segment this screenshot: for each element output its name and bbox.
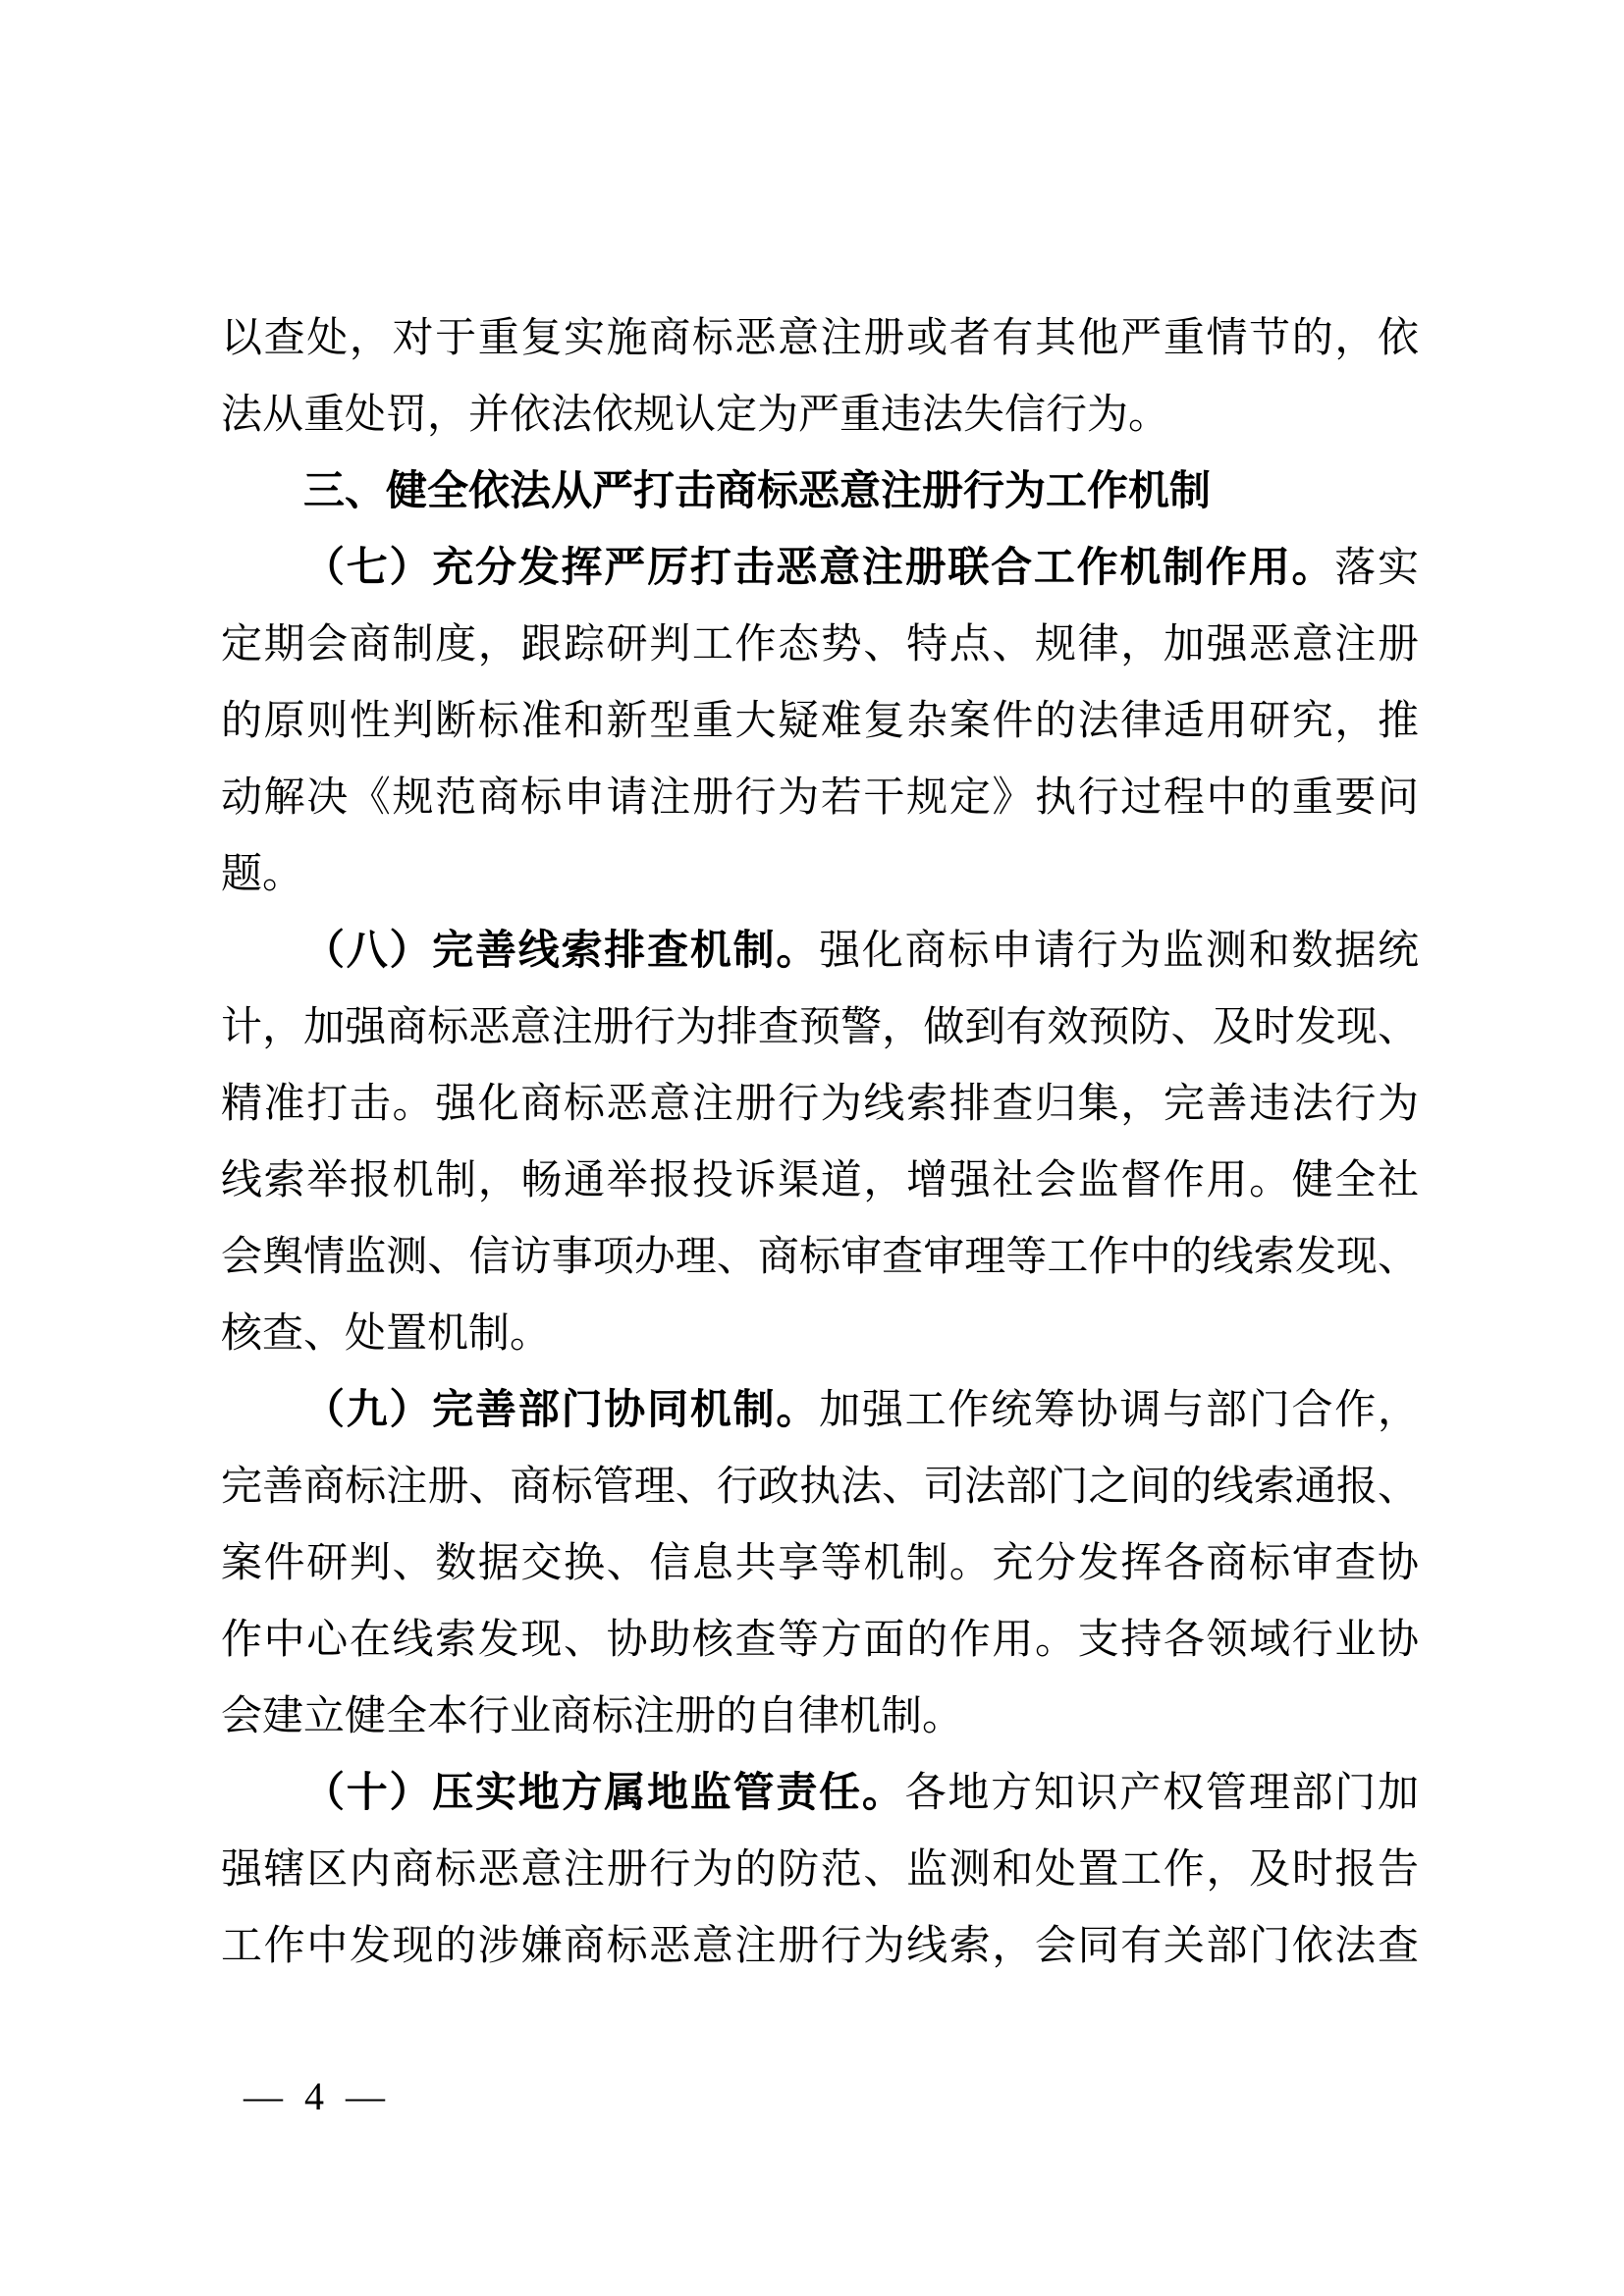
text-segment: 线索举报机制，畅通举报投诉渠道，增强社会监督作用。健全社 [221, 1158, 1419, 1203]
text-segment: 强辖区内商标恶意注册行为的防范、监测和处置工作，及时报告 [221, 1847, 1419, 1893]
text-segment: 各地方知识产权管理部门加 [904, 1771, 1419, 1816]
text-segment: 计，加强商标恶意注册行为排查预警，做到有效预防、及时发现、 [221, 1005, 1419, 1050]
text-segment: 完善商标注册、商标管理、行政执法、司法部门之间的线索通报、 [221, 1465, 1419, 1510]
text-segment: 强化商标申请行为监测和数据统 [819, 929, 1419, 974]
text-segment: 加强工作统筹协调与部门合作， [819, 1388, 1419, 1433]
section-heading-3 [221, 454, 1419, 530]
text-segment: 落实 [1334, 546, 1419, 591]
text-segment: 动解决《规范商标申请注册行为若干规定》执行过程中的重要问 [221, 775, 1419, 821]
page-number: — 4 — [244, 2074, 391, 2118]
text-line [221, 1525, 1419, 1602]
text-segment: 会建立健全本行业商标注册的自律机制。 [221, 1694, 964, 1739]
text-line [221, 1219, 1419, 1296]
text-segment: 精准打击。强化商标恶意注册行为线索排查归集，完善违法行为 [221, 1082, 1419, 1127]
text-segment: 案件研判、数据交换、信息共享等机制。充分发挥各商标审查协 [221, 1541, 1419, 1586]
text-segment-bold: （八）完善线索排查机制。 [303, 929, 820, 974]
text-line [221, 1908, 1419, 1985]
text-line [221, 989, 1419, 1066]
text-segment: 题。 [221, 852, 304, 897]
text-line [221, 300, 1419, 377]
text-line [221, 1602, 1419, 1679]
text-segment-bold: （七）充分发挥严厉打击恶意注册联合工作机制作用。 [303, 546, 1335, 591]
text-segment: 核查、处置机制。 [221, 1311, 552, 1357]
text-segment: 作中心在线索发现、协助核查等方面的作用。支持各领域行业协 [221, 1618, 1419, 1663]
text-segment: 定期会商制度，跟踪研判工作态势、特点、规律，加强恶意注册 [221, 622, 1419, 667]
text-line [221, 836, 1419, 913]
text-line [221, 1755, 1419, 1832]
text-segment: 法从重处罚，并依法依规认定为严重违法失信行为。 [221, 393, 1170, 438]
text-line [221, 760, 1419, 836]
text-segment: 工作中发现的涉嫌商标恶意注册行为线索，会同有关部门依法查 [221, 1924, 1419, 1969]
text-line [221, 1449, 1419, 1525]
text-segment-bold: （十）压实地方属地监管责任。 [303, 1771, 905, 1816]
text-line [221, 1372, 1419, 1449]
text-line [221, 607, 1419, 683]
text-line [221, 1679, 1419, 1755]
text-line [221, 454, 1419, 530]
text-segment-bold: （九）完善部门协同机制。 [303, 1388, 820, 1433]
paragraph-8 [221, 913, 1419, 1372]
text-line [221, 683, 1419, 760]
text-line [221, 1296, 1419, 1372]
document-body [221, 300, 1419, 1985]
text-line [221, 530, 1419, 607]
text-line [221, 1066, 1419, 1143]
paragraph-7 [221, 530, 1419, 913]
paragraph-10 [221, 1755, 1419, 1985]
text-segment-bold: 三、健全依法从严打击商标恶意注册行为工作机制 [303, 469, 1212, 514]
text-segment: 的原则性判断标准和新型重大疑难复杂案件的法律适用研究，推 [221, 699, 1419, 744]
text-line [221, 913, 1419, 989]
text-line [221, 377, 1419, 454]
text-line [221, 1143, 1419, 1219]
paragraph-9 [221, 1372, 1419, 1755]
text-line [221, 1832, 1419, 1908]
paragraph-continuation [221, 300, 1419, 454]
text-segment: 以查处，对于重复实施商标恶意注册或者有其他严重情节的，依 [221, 316, 1419, 361]
text-segment: 会舆情监测、信访事项办理、商标审查审理等工作中的线索发现、 [221, 1235, 1419, 1280]
